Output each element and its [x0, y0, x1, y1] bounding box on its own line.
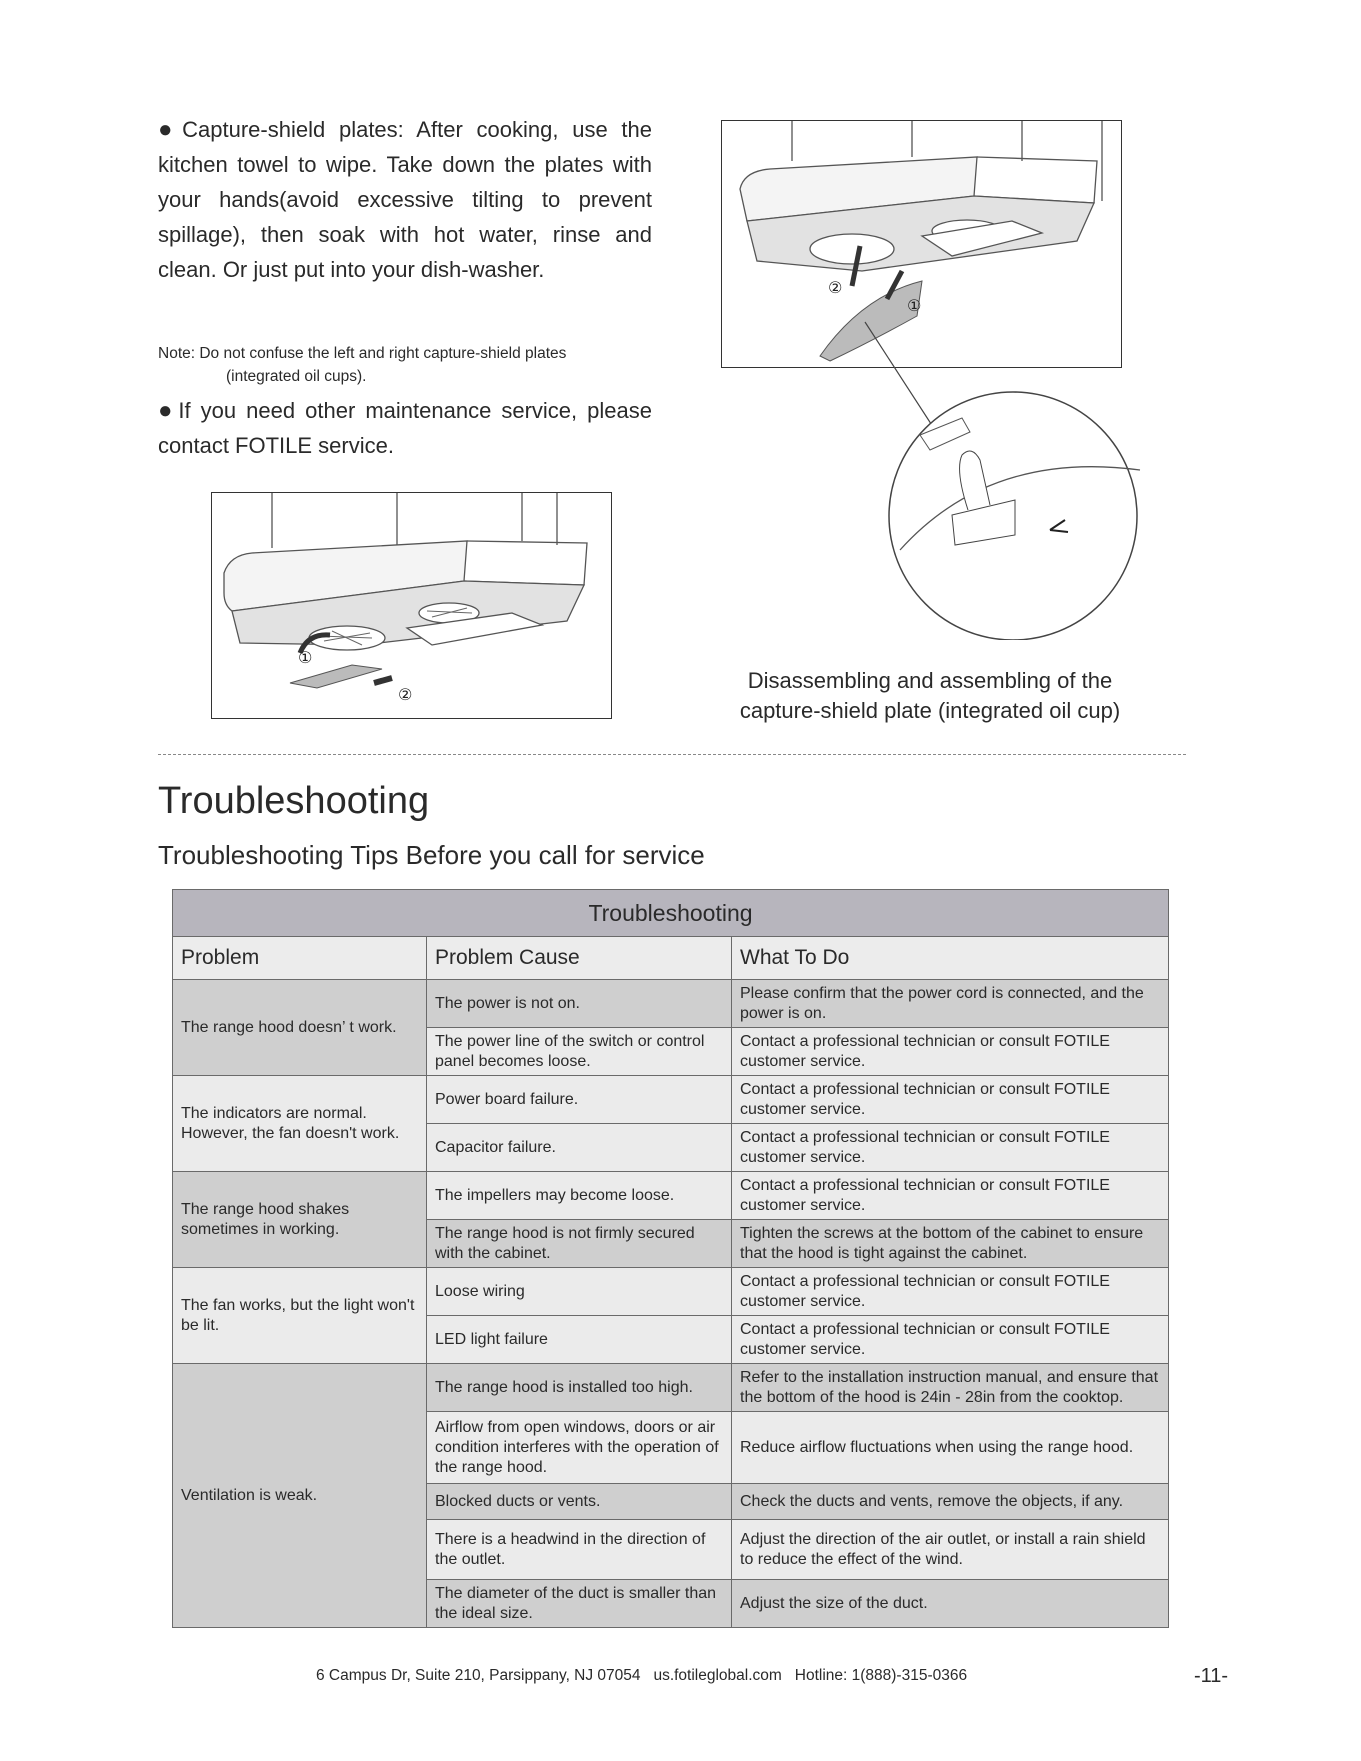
header-cause: Problem Cause — [427, 937, 732, 980]
bullet-icon: ● — [158, 397, 177, 424]
table-row — [173, 1172, 1169, 1220]
step-2-marker: ② — [398, 685, 413, 704]
range-hood-illustration — [212, 493, 611, 718]
table-row — [173, 1364, 1169, 1412]
step-1-marker: ① — [298, 648, 313, 667]
footer-contact — [316, 1667, 967, 1685]
cause-cell: Airflow from open windows, doors or air condition interferes with the operation of the range hood. — [427, 1412, 732, 1484]
zoom-detail — [840, 320, 1150, 640]
note — [158, 342, 658, 388]
step-1-marker: ① — [907, 296, 922, 315]
bullet-icon: ● — [158, 116, 181, 143]
figure-caption — [700, 666, 1160, 726]
caption-line-1: Disassembling and assembling of the — [747, 668, 1113, 693]
cause-cell: Blocked ducts or vents. — [427, 1484, 732, 1520]
hood-removal-figure — [211, 492, 612, 719]
page-title: Troubleshooting — [158, 780, 430, 822]
capture-shield-text: Capture-shield plates: After cooking, use the kitchen towel to wipe. Take down the plates with your hands(avoid excessive tilting to prevent spillage), then soak with hot water, rinse and clean. Or just put into your dish-washer. — [158, 117, 653, 282]
footer-address: 6 Campus Dr, Suite 210, Parsippany, NJ 07054 — [316, 1667, 641, 1684]
problem-cell: The indicators are normal. However, the fan doesn't work. — [173, 1076, 427, 1172]
cause-cell: Power board failure. — [427, 1076, 732, 1124]
table-caption: Troubleshooting — [173, 890, 1169, 937]
capture-shield-instructions — [158, 112, 652, 287]
cause-cell: The range hood is installed too high. — [427, 1364, 732, 1412]
action-cell: Contact a professional technician or consult FOTILE customer service. — [732, 1268, 1169, 1316]
action-cell: Refer to the installation instruction manual, and ensure that the bottom of the hood is 24in - 28in from the cooktop. — [732, 1364, 1169, 1412]
table-body — [173, 980, 1169, 1628]
cause-cell: LED light failure — [427, 1316, 732, 1364]
page-number: -11- — [1194, 1665, 1229, 1687]
caption-line-2: capture-shield plate (integrated oil cup) — [739, 698, 1121, 723]
step-2-marker: ② — [828, 278, 843, 297]
page-subtitle: Troubleshooting Tips Before you call for service — [158, 840, 705, 870]
action-cell: Adjust the direction of the air outlet, or install a rain shield to reduce the effect of the wind. — [732, 1520, 1169, 1580]
footer-hotline: Hotline: 1(888)-315-0366 — [794, 1667, 968, 1684]
header-problem: Problem — [173, 937, 427, 980]
action-cell: Tighten the screws at the bottom of the cabinet to ensure that the hood is tight against the cabinet. — [732, 1220, 1169, 1268]
cause-cell: The impellers may become loose. — [427, 1172, 732, 1220]
service-instructions — [158, 393, 652, 463]
cause-cell: The power is not on. — [427, 980, 732, 1028]
note-line-2: (integrated oil cups). — [226, 368, 367, 385]
cause-cell: The power line of the switch or control panel becomes loose. — [427, 1028, 732, 1076]
problem-cell: Ventilation is weak. — [173, 1364, 427, 1628]
action-cell: Contact a professional technician or consult FOTILE customer service. — [732, 1316, 1169, 1364]
cause-cell: Loose wiring — [427, 1268, 732, 1316]
action-cell: Check the ducts and vents, remove the objects, if any. — [732, 1484, 1169, 1520]
action-cell: Please confirm that the power cord is connected, and the power is on. — [732, 980, 1169, 1028]
action-cell: Contact a professional technician or consult FOTILE customer service. — [732, 1076, 1169, 1124]
table-row — [173, 1076, 1169, 1124]
service-text: If you need other maintenance service, please contact FOTILE service. — [158, 398, 652, 458]
problem-cell: The range hood doesn’ t work. — [173, 980, 427, 1076]
troubleshooting-table — [172, 889, 1169, 1628]
problem-cell: The range hood shakes sometimes in working. — [173, 1172, 427, 1268]
action-cell: Contact a professional technician or consult FOTILE customer service. — [732, 1124, 1169, 1172]
problem-cell: The fan works, but the light won't be lit. — [173, 1268, 427, 1364]
action-cell: Contact a professional technician or consult FOTILE customer service. — [732, 1028, 1169, 1076]
cause-cell: The range hood is not firmly secured with the cabinet. — [427, 1220, 732, 1268]
section-divider — [158, 754, 1186, 755]
action-cell: Contact a professional technician or consult FOTILE customer service. — [732, 1172, 1169, 1220]
cause-cell: Capacitor failure. — [427, 1124, 732, 1172]
action-cell: Reduce airflow fluctuations when using the range hood. — [732, 1412, 1169, 1484]
table-row — [173, 980, 1169, 1028]
footer-website: us.fotileglobal.com — [653, 1667, 782, 1684]
table-row — [173, 1268, 1169, 1316]
action-cell: Adjust the size of the duct. — [732, 1580, 1169, 1628]
note-line-1: Note: Do not confuse the left and right capture-shield plates — [158, 345, 567, 362]
cause-cell: The diameter of the duct is smaller than the ideal size. — [427, 1580, 732, 1628]
cause-cell: There is a headwind in the direction of the outlet. — [427, 1520, 732, 1580]
header-action: What To Do — [732, 937, 1169, 980]
